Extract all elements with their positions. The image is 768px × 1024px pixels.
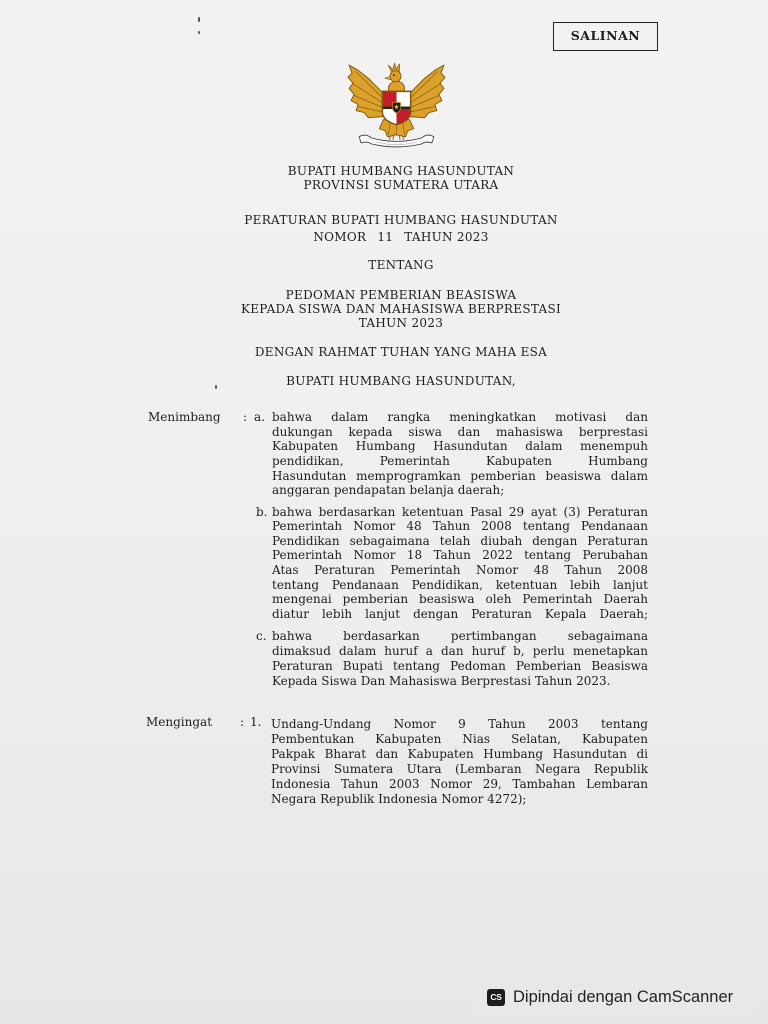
issuer-title: BUPATI HUMBANG HASUNDUTAN <box>287 163 515 178</box>
consideration-line: Pemerintah Nomor 48 Tahun 2008 tentang Pendanaan <box>272 519 648 534</box>
consideration-line: bahwa berdasarkan ketentuan Pasal 29 ayat (3) Peraturan <box>272 504 648 519</box>
menimbang-label: Menimbang <box>148 410 221 424</box>
consideration-line: bahwa berdasarkan pertimbangan sebagaimana <box>272 628 648 643</box>
motto-ribbon <box>359 135 434 147</box>
legal-basis-line: Pakpak Bharat dan Kabupaten Humbang Hasundutan di <box>271 746 648 761</box>
consideration-b <box>272 505 648 622</box>
mengingat-separator: : <box>240 714 245 729</box>
subject-line: PEDOMAN PEMBERIAN BEASISWA <box>285 287 517 302</box>
talons <box>389 136 403 140</box>
consideration-marker: c. <box>256 628 267 643</box>
scan-speck <box>198 17 200 22</box>
legal-basis-line: Provinsi Sumatera Utara (Lembaran Negara Republik <box>271 761 648 776</box>
consideration-line: Kabupaten Humbang Hasundutan dalam menempuh <box>272 439 648 454</box>
number-label: NOMOR <box>313 229 367 244</box>
legal-basis-line: Indonesia Tahun 2003 Nomor 29, Tambahan Lembaran <box>271 776 648 791</box>
salinan-stamp: SALINAN <box>553 22 658 51</box>
mengingat-label: Mengingat <box>146 714 213 729</box>
legal-basis-line: Pembentukan Kabupaten Nias Selatan, Kabupaten <box>271 731 648 746</box>
consideration-marker: b. <box>256 504 268 519</box>
consideration-line: pendidikan, Pemerintah Kabupaten Humbang <box>272 453 648 468</box>
consideration-line: tentang Pendanaan Pendidikan, ketentuan lebih lanjut <box>272 577 648 592</box>
consideration-line: Pendidikan sebagaimana telah diubah dengan Peraturan <box>272 533 648 548</box>
consideration-a <box>272 410 648 498</box>
legal-basis-line: Negara Republik Indonesia Nomor 4272); <box>271 791 527 806</box>
number-year: TAHUN 2023 <box>404 229 489 244</box>
subject-line: TAHUN 2023 <box>358 315 444 330</box>
legal-basis-1 <box>271 717 648 807</box>
regulation-number <box>200 230 602 245</box>
watermark-text: Dipindai dengan CamScanner <box>513 988 734 1006</box>
camscanner-logo-icon: CS <box>487 989 505 1006</box>
legal-basis-marker: 1. <box>250 714 262 729</box>
about-label: TENTANG <box>368 257 434 272</box>
consideration-marker: a. <box>254 410 265 424</box>
consideration-line: bahwa dalam rangka meningkatkan motivasi dan <box>272 410 648 424</box>
shield <box>382 91 410 125</box>
scan-speck <box>198 31 200 34</box>
left-wing <box>348 65 387 118</box>
garuda-emblem-icon <box>346 57 447 150</box>
number-value: 11 <box>377 229 394 244</box>
consideration-line: anggaran pendapatan belanja daerah; <box>272 483 505 498</box>
consideration-line: Peraturan Bupati tentang Pedoman Pemberian Beasiswa <box>272 658 648 673</box>
right-wing <box>406 65 445 118</box>
regulation-title: PERATURAN BUPATI HUMBANG HASUNDUTAN <box>244 212 558 227</box>
consideration-line: Pemerintah Nomor 18 Tahun 2022 tentang Perubahan <box>272 548 648 563</box>
authority: BUPATI HUMBANG HASUNDUTAN, <box>286 373 516 388</box>
consideration-line: Hasundutan memprogramkan pemberian beasiswa dalam <box>272 468 648 483</box>
menimbang-separator: : <box>243 410 248 424</box>
invocation: DENGAN RAHMAT TUHAN YANG MAHA ESA <box>254 344 548 359</box>
consideration-line: dukungan kepada siswa dan mahasiswa berprestasi <box>272 424 648 439</box>
consideration-c <box>272 629 648 689</box>
consideration-line: mengenai pemberian beasiswa oleh Pemerintah Daerah <box>272 592 648 607</box>
legal-basis-line: Undang-Undang Nomor 9 Tahun 2003 tentang <box>271 716 648 731</box>
consideration-line: dimaksud dalam huruf a dan huruf b, perlu menetapkan <box>272 643 648 658</box>
consideration-line: Atas Peraturan Pemerintah Nomor 48 Tahun 2008 <box>272 563 648 578</box>
province-title: PROVINSI SUMATERA UTARA <box>303 177 499 192</box>
consideration-line: Kepada Siswa Dan Mahasiswa Berprestasi Tahun 2023. <box>272 673 611 688</box>
head <box>385 63 401 82</box>
camscanner-watermark <box>471 982 757 1013</box>
consideration-line: diatur lebih lanjut dengan Peraturan Kepala Daerah; <box>272 606 648 621</box>
subject-line: KEPADA SISWA DAN MAHASISWA BERPRESTASI <box>240 301 562 316</box>
